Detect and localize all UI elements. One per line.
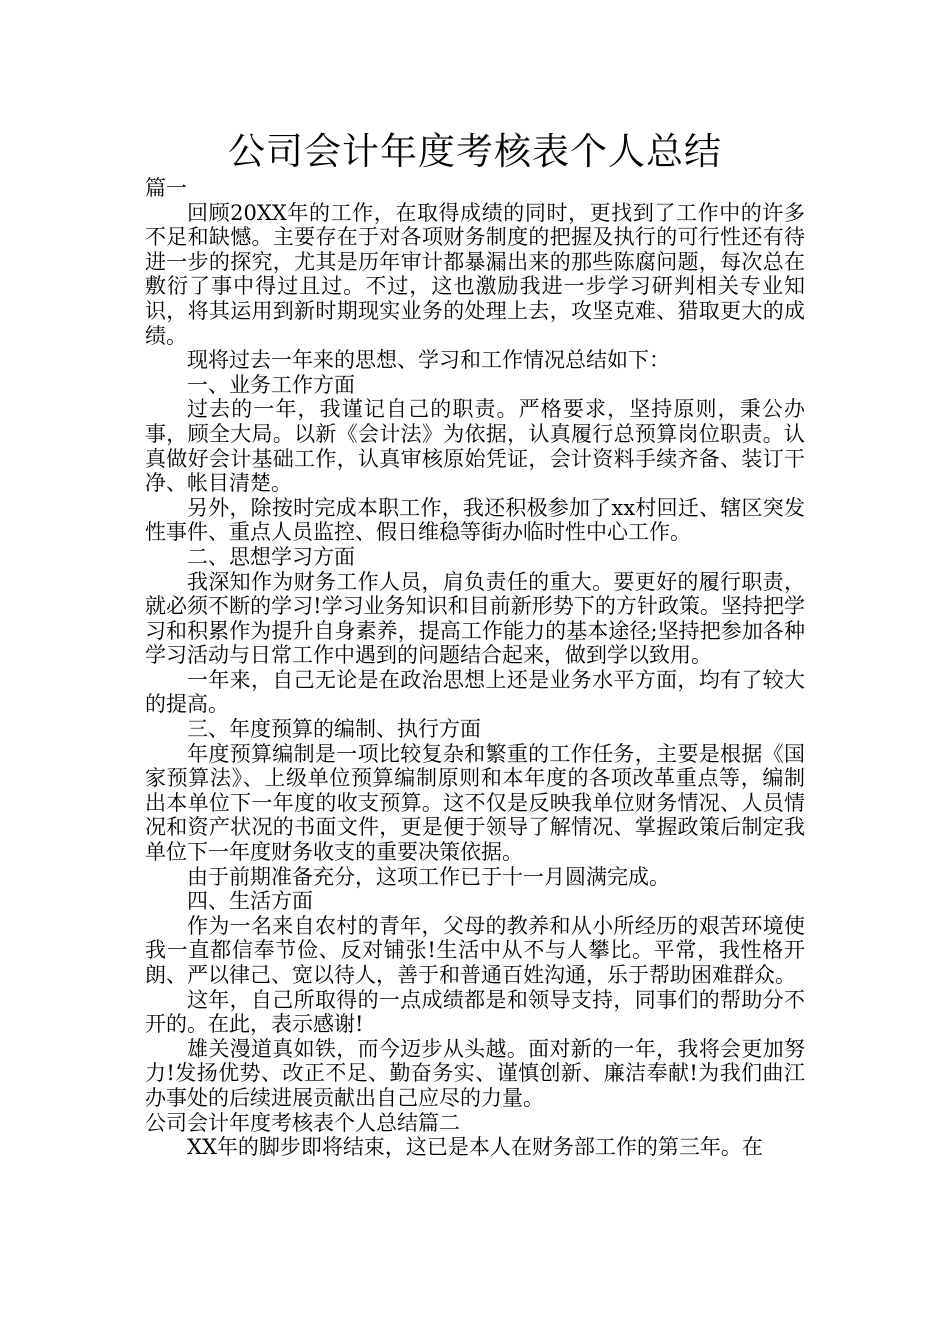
paragraph: 二、思想学习方面 (187, 544, 355, 569)
document-page (145, 128, 805, 1160)
paragraph: 四、生活方面 (187, 889, 313, 914)
document-body (145, 176, 805, 1160)
paragraph: 回顾20XX年的工作，在取得成绩的同时，更找到了工作中的许多不足和缺憾。主要存在于对各项财务制度的把握及执行的可行性还有待进一步的探究，尤其是历年审计都暴漏出来的那些陈腐问题，每次总在敷衍了事中得过且过。不过，这也激励我进一步学习研判相关专业知识，将其运用到新时期现实业务的处理上去，攻坚克难、猎取更大的成绩。 (145, 200, 805, 348)
paragraph: 篇一 (145, 176, 187, 200)
paragraph: 雄关漫道真如铁，而今迈步从头越。面对新的一年，我将会更加努力!发扬优势、改正不足、勤奋务实、谨慎创新、廉洁奉献!为我们曲江办事处的后续进展贡献出自己应尽的力量。 (145, 1036, 805, 1110)
paragraph: 现将过去一年来的思想、学习和工作情况总结如下： (187, 348, 670, 373)
paragraph: 三、年度预算的编制、执行方面 (187, 717, 481, 742)
document-title: 公司会计年度考核表个人总结 (228, 130, 722, 173)
paragraph: 年度预算编制是一项比较复杂和繁重的工作任务，主要是根据《国家预算法》、上级单位预算编制原则和本年度的各项改革重点等，编制出本单位下一年度的收支预算。这不仅是反映我单位财务情况、人员情况和资产状况的书面文件，更是便于领导了解情况、掌握政策后制定我单位下一年度财务收支的重要决策依据。 (145, 741, 805, 865)
paragraph: XX年的脚步即将结束，这已是本人在财务部工作的第三年。在 (187, 1135, 763, 1160)
paragraph: 由于前期准备充分，这项工作已于十一月圆满完成。 (187, 864, 670, 889)
paragraph: 这年，自己所取得的一点成绩都是和领导支持，同事们的帮助分不开的。在此，表示感谢! (145, 987, 805, 1037)
paragraph: 过去的一年，我谨记自己的职责。严格要求，坚持原则，秉公办事，顾全大局。以新《会计法》为依据，认真履行总预算岗位职责。认真做好会计基础工作，认真审核原始凭证，会计资料手续齐备、装订干净、帐目清楚。 (145, 397, 805, 496)
paragraph: 公司会计年度考核表个人总结篇二 (145, 1110, 460, 1135)
paragraph: 我深知作为财务工作人员，肩负责任的重大。要更好的履行职责，就必须不断的学习!学习业务知识和目前新形势下的方针政策。坚持把学习和积累作为提升自身素养，提高工作能力的基本途径;坚持把参加各种学习活动与日常工作中遇到的问题结合起来，做到学以致用。 (145, 569, 805, 668)
paragraph: 一年来，自己无论是在政治思想上还是业务水平方面，均有了较大的提高。 (145, 667, 805, 717)
paragraph: 作为一名来自农村的青年，父母的教养和从小所经历的艰苦环境使我一直都信奉节俭、反对铺张!生活中从不与人攀比。平常，我性格开朗、严以律己、宽以待人，善于和普通百姓沟通，乐于帮助困难群众。 (145, 913, 805, 987)
paragraph: 一、业务工作方面 (187, 372, 355, 397)
paragraph: 另外，除按时完成本职工作，我还积极参加了xx村回迁、辖区突发性事件、重点人员监控、假日维稳等街办临时性中心工作。 (145, 495, 805, 545)
